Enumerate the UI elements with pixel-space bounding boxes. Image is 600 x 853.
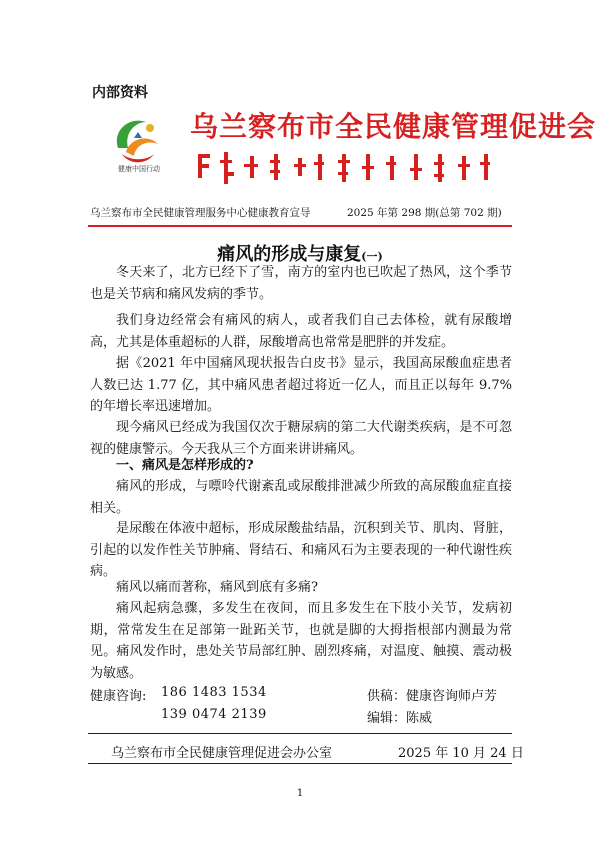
footer-divider-top bbox=[88, 733, 512, 734]
paragraph-8: 痛风起病急骤，多发生在夜间，而且多发生在下肢小关节，发病初期，常常发生在足部第一趾跖关节，也就是脚的大拇指根部内测最为常见。痛风发作时，患处关节局部红肿、剧烈疼痛，对温度、触摸、震动极为敏感。 bbox=[90, 601, 512, 681]
author-credit: 供稿：健康咨询师卢芳 bbox=[367, 689, 498, 704]
article-title-suffix: (一) bbox=[361, 250, 383, 263]
paragraph-6: 是尿酸在体液中超标，形成尿酸盐结晶，沉积到关节、肌肉、肾脏，引起的以发作性关节肿痛、肾结石、和痛风石为主要表现的一种代谢性疾病。 bbox=[90, 521, 512, 579]
internal-material-label: 内部资料 bbox=[92, 85, 148, 101]
paragraph-5: 痛风的形成，与嘌呤代谢紊乱或尿酸排泄减少所致的高尿酸血症直接相关。 bbox=[90, 479, 512, 516]
paragraph-7: 痛风以痛而著称，痛风到底有多痛? bbox=[116, 580, 318, 595]
article-title-text: 痛风的形成与康复 bbox=[217, 244, 362, 265]
phone-number-1: 186 1483 1534 bbox=[161, 685, 267, 700]
issue-date: 2025 年 10 月 24 日 bbox=[398, 746, 524, 761]
consult-label: 健康咨询: bbox=[90, 689, 147, 704]
phone-number-2: 139 0474 2139 bbox=[161, 707, 267, 722]
publication-line: 乌兰察布市全民健康管理服务中心健康教育宣导 bbox=[90, 207, 311, 219]
section-heading-1: 一、痛风是怎样形成的? bbox=[116, 458, 254, 473]
paragraph-1: 冬天来了，北方已经下了雪，南方的室内也已吹起了热风，这个季节也是关节病和痛风发病的季节。 bbox=[90, 265, 512, 302]
footer-divider-bottom bbox=[88, 763, 512, 764]
mongolian-script-title bbox=[192, 146, 497, 188]
issuing-office: 乌兰察布市全民健康管理促进会办公室 bbox=[111, 746, 333, 761]
header-divider bbox=[88, 225, 512, 227]
paragraph-2: 我们身边经常会有痛风的病人，或者我们自己去体检，就有尿酸增高，尤其是体重超标的人群，尿酸增高也常常是肥胖的并发症。 bbox=[90, 313, 512, 350]
issue-number: 2025 年第 298 期(总第 702 期) bbox=[347, 207, 502, 219]
paragraph-3: 据《2021 年中国痛风现状报告白皮书》显示，我国高尿酸血症患者人数已达 1.77 亿，其中痛风患者超过将近一亿人，而且正以每年 9.7% 的年增长率迅速增加。 bbox=[90, 356, 512, 414]
page-number: 1 bbox=[296, 788, 304, 799]
editor-credit: 编辑：陈威 bbox=[367, 711, 433, 726]
logo-caption: 健康中国行动 bbox=[118, 165, 160, 173]
organization-title: 乌兰察布市全民健康管理促进会 bbox=[190, 110, 597, 143]
paragraph-4: 现今痛风已经成为我国仅次于糖尿病的第二大代谢类疾病，是不可忽视的健康警示。今天我从三个方面来讲讲痛风。 bbox=[90, 420, 512, 457]
